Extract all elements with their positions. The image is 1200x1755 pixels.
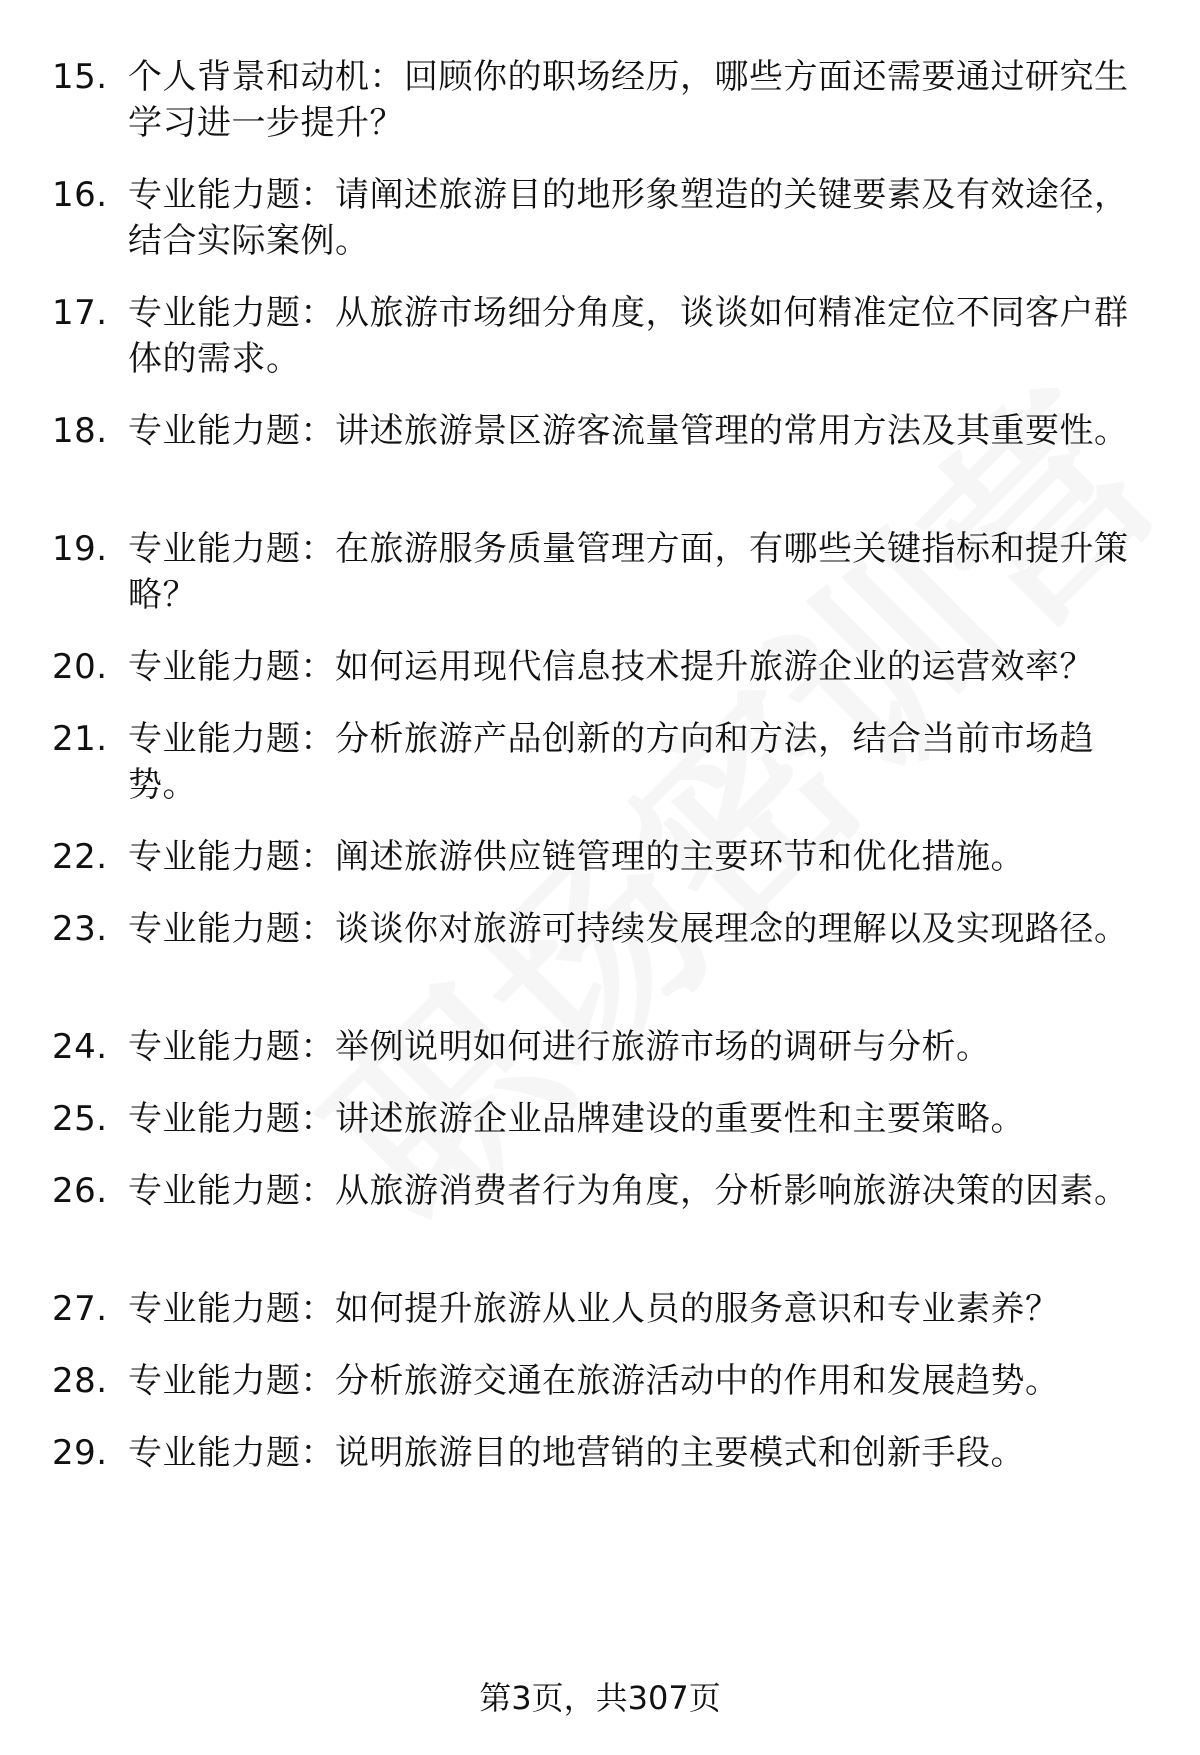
list-item <box>0 906 1200 1016</box>
item-text: 专业能力题：从旅游市场细分角度，谈谈如何精准定位不同客户群体的需求。 <box>128 293 1129 379</box>
page-number: 第3页，共307页 <box>479 1679 721 1717</box>
item-number: 23. <box>52 909 108 949</box>
item-number: 27. <box>52 1289 108 1329</box>
item-text: 专业能力题：说明旅游目的地营销的主要模式和创新手段。 <box>128 1433 1025 1473</box>
item-text: 专业能力题：分析旅游交通在旅游活动中的作用和发展趋势。 <box>128 1361 1060 1401</box>
item-text: 专业能力题：阐述旅游供应链管理的主要环节和优化措施。 <box>128 837 1025 877</box>
item-text: 专业能力题：讲述旅游企业品牌建设的重要性和主要策略。 <box>128 1099 1025 1139</box>
item-number: 16. <box>52 175 108 215</box>
item-number: 24. <box>52 1027 108 1067</box>
item-number: 17. <box>52 293 108 333</box>
item-number: 19. <box>52 529 108 569</box>
list-item <box>0 54 1200 164</box>
item-text: 专业能力题：举例说明如何进行旅游市场的调研与分析。 <box>128 1027 991 1067</box>
item-number: 22. <box>52 837 108 877</box>
item-number: 21. <box>52 719 108 759</box>
item-text: 专业能力题：从旅游消费者行为角度，分析影响旅游决策的因素。 <box>128 1171 1129 1211</box>
item-text: 专业能力题：在旅游服务质量管理方面，有哪些关键指标和提升策略？ <box>128 529 1129 615</box>
item-number: 20. <box>52 647 108 687</box>
item-number: 28. <box>52 1361 108 1401</box>
item-number: 25. <box>52 1099 108 1139</box>
list-item <box>0 1430 1200 1540</box>
item-number: 29. <box>52 1433 108 1473</box>
item-text: 个人背景和动机：回顾你的职场经历，哪些方面还需要通过研究生学习进一步提升？ <box>128 57 1129 143</box>
item-number: 18. <box>52 411 108 451</box>
item-text: 专业能力题：如何运用现代信息技术提升旅游企业的运营效率？ <box>128 647 1094 687</box>
list-item <box>0 716 1200 826</box>
item-text: 专业能力题：如何提升旅游从业人员的服务意识和专业素养？ <box>128 1289 1060 1329</box>
list-item <box>0 1168 1200 1278</box>
item-text: 专业能力题：谈谈你对旅游可持续发展理念的理解以及实现路径。 <box>128 909 1129 949</box>
item-number: 15. <box>52 57 108 97</box>
item-number: 26. <box>52 1171 108 1211</box>
item-text: 专业能力题：分析旅游产品创新的方向和方法，结合当前市场趋势。 <box>128 719 1094 805</box>
list-item <box>0 290 1200 400</box>
item-text: 专业能力题：请阐述旅游目的地形象塑造的关键要素及有效途径，结合实际案例。 <box>128 175 1129 261</box>
item-text: 专业能力题：讲述旅游景区游客流量管理的常用方法及其重要性。 <box>128 411 1129 451</box>
list-item <box>0 172 1200 282</box>
list-item <box>0 408 1200 518</box>
list-item <box>0 526 1200 636</box>
